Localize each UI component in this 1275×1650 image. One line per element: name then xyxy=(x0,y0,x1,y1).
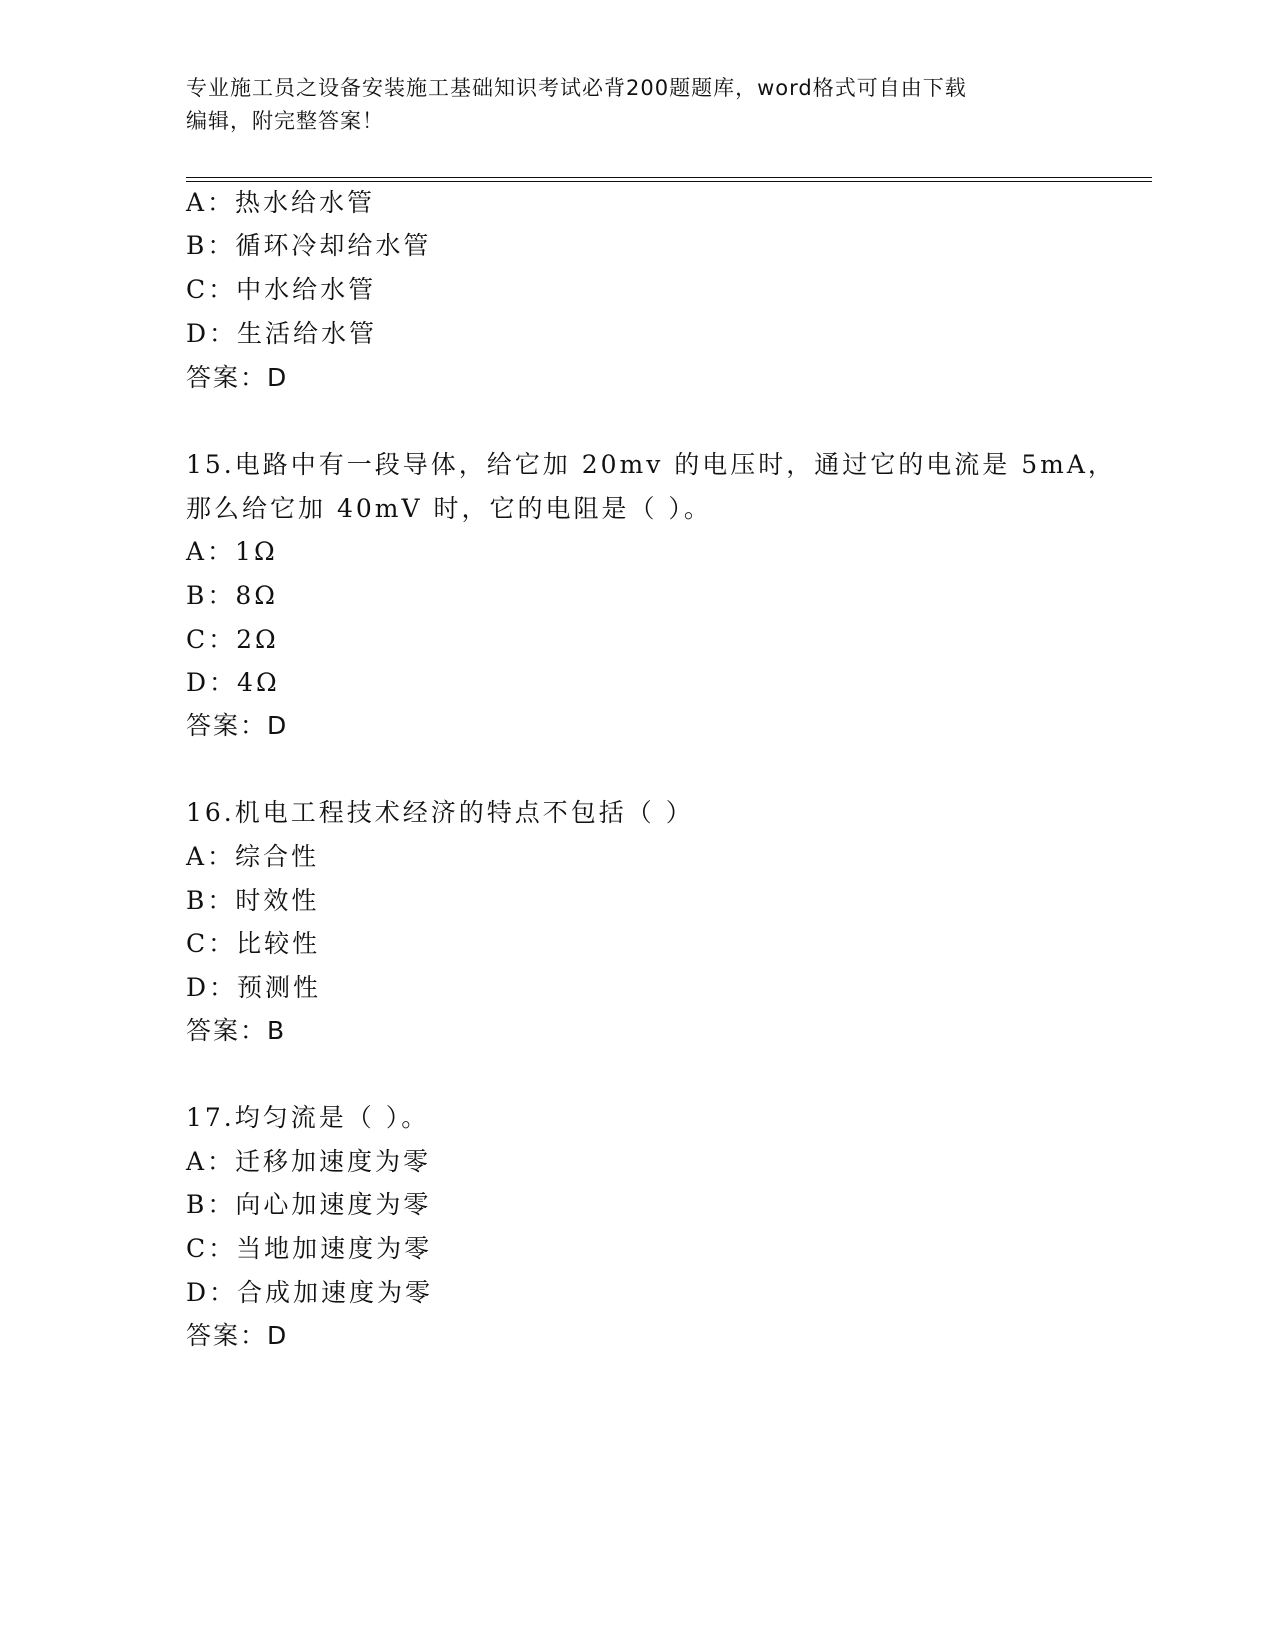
q16-stem-line-1: 16.机电工程技术经济的特点不包括（ ） xyxy=(186,798,694,827)
document-header xyxy=(186,72,1076,138)
q17-option-d: D：合成加速度为零 xyxy=(186,1278,434,1307)
q14-option-b: B：循环冷却给水管 xyxy=(186,231,432,260)
header-divider xyxy=(186,177,1152,182)
header-line-1: 专业施工员之设备安装施工基础知识考试必背200题题库，word格式可自由下载 xyxy=(186,76,967,100)
q17-option-c: C：当地加速度为零 xyxy=(186,1234,433,1263)
q17-stem-line-1: 17.均匀流是（ ）。 xyxy=(186,1103,430,1132)
q17-answer: 答案：D xyxy=(186,1321,289,1350)
q14-option-a: A：热水给水管 xyxy=(186,188,376,217)
q14-answer: 答案：D xyxy=(186,363,289,392)
q15-option-a: A：1Ω xyxy=(186,537,278,566)
q15-stem-line-2: 那么给它加 40mV 时，它的电阻是（ ）。 xyxy=(186,494,712,523)
q14-option-c: C：中水给水管 xyxy=(186,275,377,304)
q16-answer: 答案：B xyxy=(186,1016,287,1045)
q15-answer: 答案：D xyxy=(186,711,289,740)
header-line-2: 编辑，附完整答案！ xyxy=(186,109,384,133)
q16-option-d: D：预测性 xyxy=(186,973,322,1002)
q15-option-c: C：2Ω xyxy=(186,625,279,654)
q17-option-b: B：向心加速度为零 xyxy=(186,1190,432,1219)
q16-option-b: B：时效性 xyxy=(186,886,320,915)
q15-option-b: B：8Ω xyxy=(186,581,279,610)
q17-option-a: A：迁移加速度为零 xyxy=(186,1147,432,1176)
q15-option-d: D：4Ω xyxy=(186,668,280,697)
q14-option-d: D：生活给水管 xyxy=(186,319,378,348)
q15-stem-line-1: 15.电路中有一段导体，给它加 20mv 的电压时，通过它的电流是 5mA， xyxy=(186,450,1116,479)
q16-option-c: C：比较性 xyxy=(186,929,321,958)
q16-option-a: A：综合性 xyxy=(186,842,320,871)
